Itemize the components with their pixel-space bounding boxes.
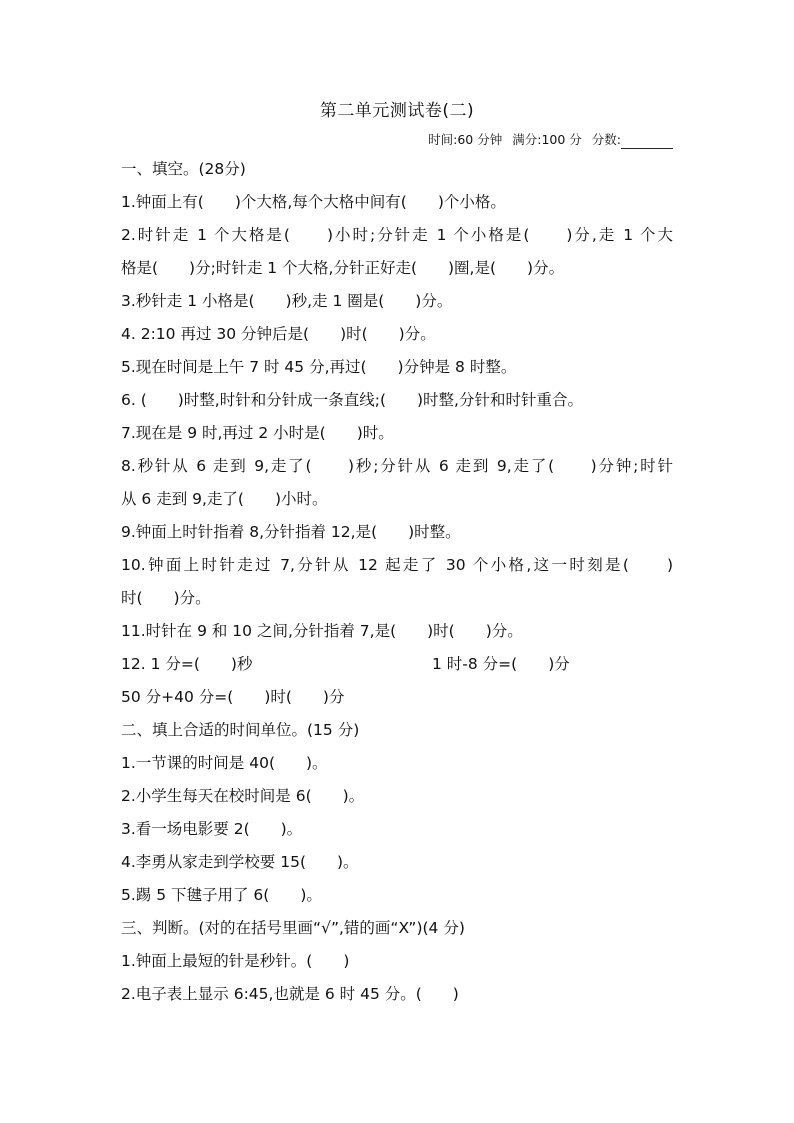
question-line: 2.时针走 1 个大格是( )小时;分针走 1 个小格是( )分,走 1 个大 xyxy=(121,226,673,244)
exam-info xyxy=(418,131,673,149)
question-line: 5.踢 5 下毽子用了 6( )。 xyxy=(121,886,322,904)
section-heading-fill-blank: 一、填空。(28分) xyxy=(121,160,246,178)
question-line: 3.秒针走 1 小格是( )秒,走 1 圈是( )分。 xyxy=(121,292,453,310)
question-line: 1.钟面上有( )个大格,每个大格中间有( )个小格。 xyxy=(121,193,506,211)
exam-time: 时间:60 分钟 xyxy=(428,132,503,147)
score-blank[interactable] xyxy=(621,134,673,149)
question-line: 3.看一场电影要 2( )。 xyxy=(121,820,303,838)
question-line: 4. 2:10 再过 30 分钟后是( )时( )分。 xyxy=(121,325,436,343)
question-line: 5.现在时间是上午 7 时 45 分,再过( )分钟是 8 时整。 xyxy=(121,358,517,376)
question-line: 1.一节课的时间是 40( )。 xyxy=(121,754,328,772)
question-line: 格是( )分;时针走 1 个大格,分针正好走( )圈,是( )分。 xyxy=(121,259,565,277)
question-line: 10.钟面上时针走过 7,分针从 12 起走了 30 个小格,这一时刻是( ) xyxy=(121,556,673,574)
exam-full-score: 满分:100 分 xyxy=(512,132,582,147)
question-12-part-a: 12. 1 分=( )秒 xyxy=(121,655,253,673)
question-line: 11.时针在 9 和 10 之间,分针指着 7,是( )时( )分。 xyxy=(121,622,523,640)
exam-score-label: 分数: xyxy=(591,132,621,147)
question-line: 7.现在是 9 时,再过 2 小时是( )时。 xyxy=(121,424,394,442)
question-12-part-c: 50 分+40 分=( )时( )分 xyxy=(121,688,345,706)
page-title: 第二单元测试卷(二) xyxy=(319,101,475,121)
question-line: 8.秒针从 6 走到 9,走了( )秒;分针从 6 走到 9,走了( )分钟;时针 xyxy=(121,457,673,475)
question-line: 4.李勇从家走到学校要 15( )。 xyxy=(121,853,359,871)
section-heading-true-false: 三、判断。(对的在括号里画“√”,错的画“X”)(4 分) xyxy=(121,919,465,937)
question-line: 9.钟面上时针指着 8,分针指着 12,是( )时整。 xyxy=(121,523,461,541)
section-heading-time-units: 二、填上合适的时间单位。(15 分) xyxy=(121,721,360,739)
question-line: 1.钟面上最短的针是秒针。( ) xyxy=(121,952,350,970)
question-line: 6. ( )时整,时针和分针成一条直线;( )时整,分针和时针重合。 xyxy=(121,391,583,409)
question-line: 2.小学生每天在校时间是 6( )。 xyxy=(121,787,365,805)
question-line: 时( )分。 xyxy=(121,589,211,607)
question-line: 2.电子表上显示 6:45,也就是 6 时 45 分。( ) xyxy=(121,985,459,1003)
question-12-part-b: 1 时-8 分=( )分 xyxy=(432,655,570,673)
question-line: 从 6 走到 9,走了( )小时。 xyxy=(121,490,328,508)
